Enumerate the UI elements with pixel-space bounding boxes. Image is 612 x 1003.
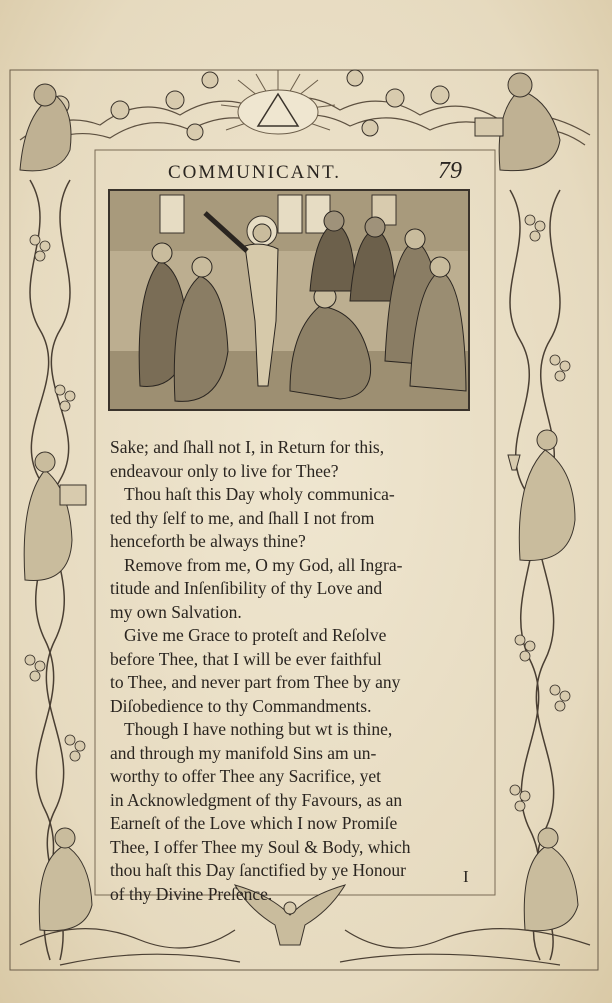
- text-line: Give me Grace to proteſt and Reſolve: [124, 625, 387, 645]
- evangelist-top-right: [475, 73, 560, 171]
- signature-mark: I: [463, 867, 469, 886]
- text-line: thou haſt this Day ſanctified by ye Honour: [110, 860, 406, 880]
- text-line: and through my manifold Sins am un-: [110, 742, 377, 763]
- engraving-illustration: [108, 189, 470, 411]
- right-angel-chalice-figure: [508, 430, 575, 561]
- text-line: of thy Divine Preſence.: [110, 883, 273, 904]
- text-line: Sake; and ſhall not I, in Return for this,: [110, 437, 385, 457]
- text-line: Thou haſt this Day wholy communica-: [124, 484, 395, 504]
- left-angel-figure: [24, 452, 86, 581]
- kneeling-figure-bottom-right: [524, 828, 578, 931]
- text-line: in Acknowledgment of thy Favours, as an: [110, 789, 403, 810]
- text-line: Earneſt of the Love which I now Promiſe: [110, 813, 398, 833]
- text-line: Diſobedience to thy Commandments.: [110, 695, 372, 716]
- text-line: Thee, I offer Thee my Soul & Body, which: [110, 836, 411, 857]
- text-line: Remove from me, O my God, all Ingra-: [124, 554, 403, 575]
- text-line: endeavour only to live for Thee?: [110, 460, 339, 481]
- text-line: ted thy ſelf to me, and ſhall I not from: [110, 507, 375, 528]
- text-line: my own Salvation.: [110, 601, 242, 622]
- devotional-text: [110, 436, 482, 906]
- engraving-scene: [110, 191, 468, 409]
- text-line: Though I have nothing but wt is thine,: [124, 719, 393, 739]
- text-line: to Thee, and never part from Thee by any: [110, 672, 401, 692]
- bottom-foliage-band: [20, 929, 590, 965]
- page-number: 79: [438, 158, 462, 184]
- running-title: COMMUNICANT.: [168, 162, 342, 183]
- text-line: henceforth be always thine?: [110, 531, 306, 551]
- text-line: before Thee, that I will be ever faithful: [110, 648, 382, 669]
- text-line: worthy to offer Thee any Sacrifice, yet: [110, 766, 381, 786]
- running-head: [108, 158, 480, 188]
- text-line: titude and Inſenſibility of thy Love and: [110, 578, 383, 598]
